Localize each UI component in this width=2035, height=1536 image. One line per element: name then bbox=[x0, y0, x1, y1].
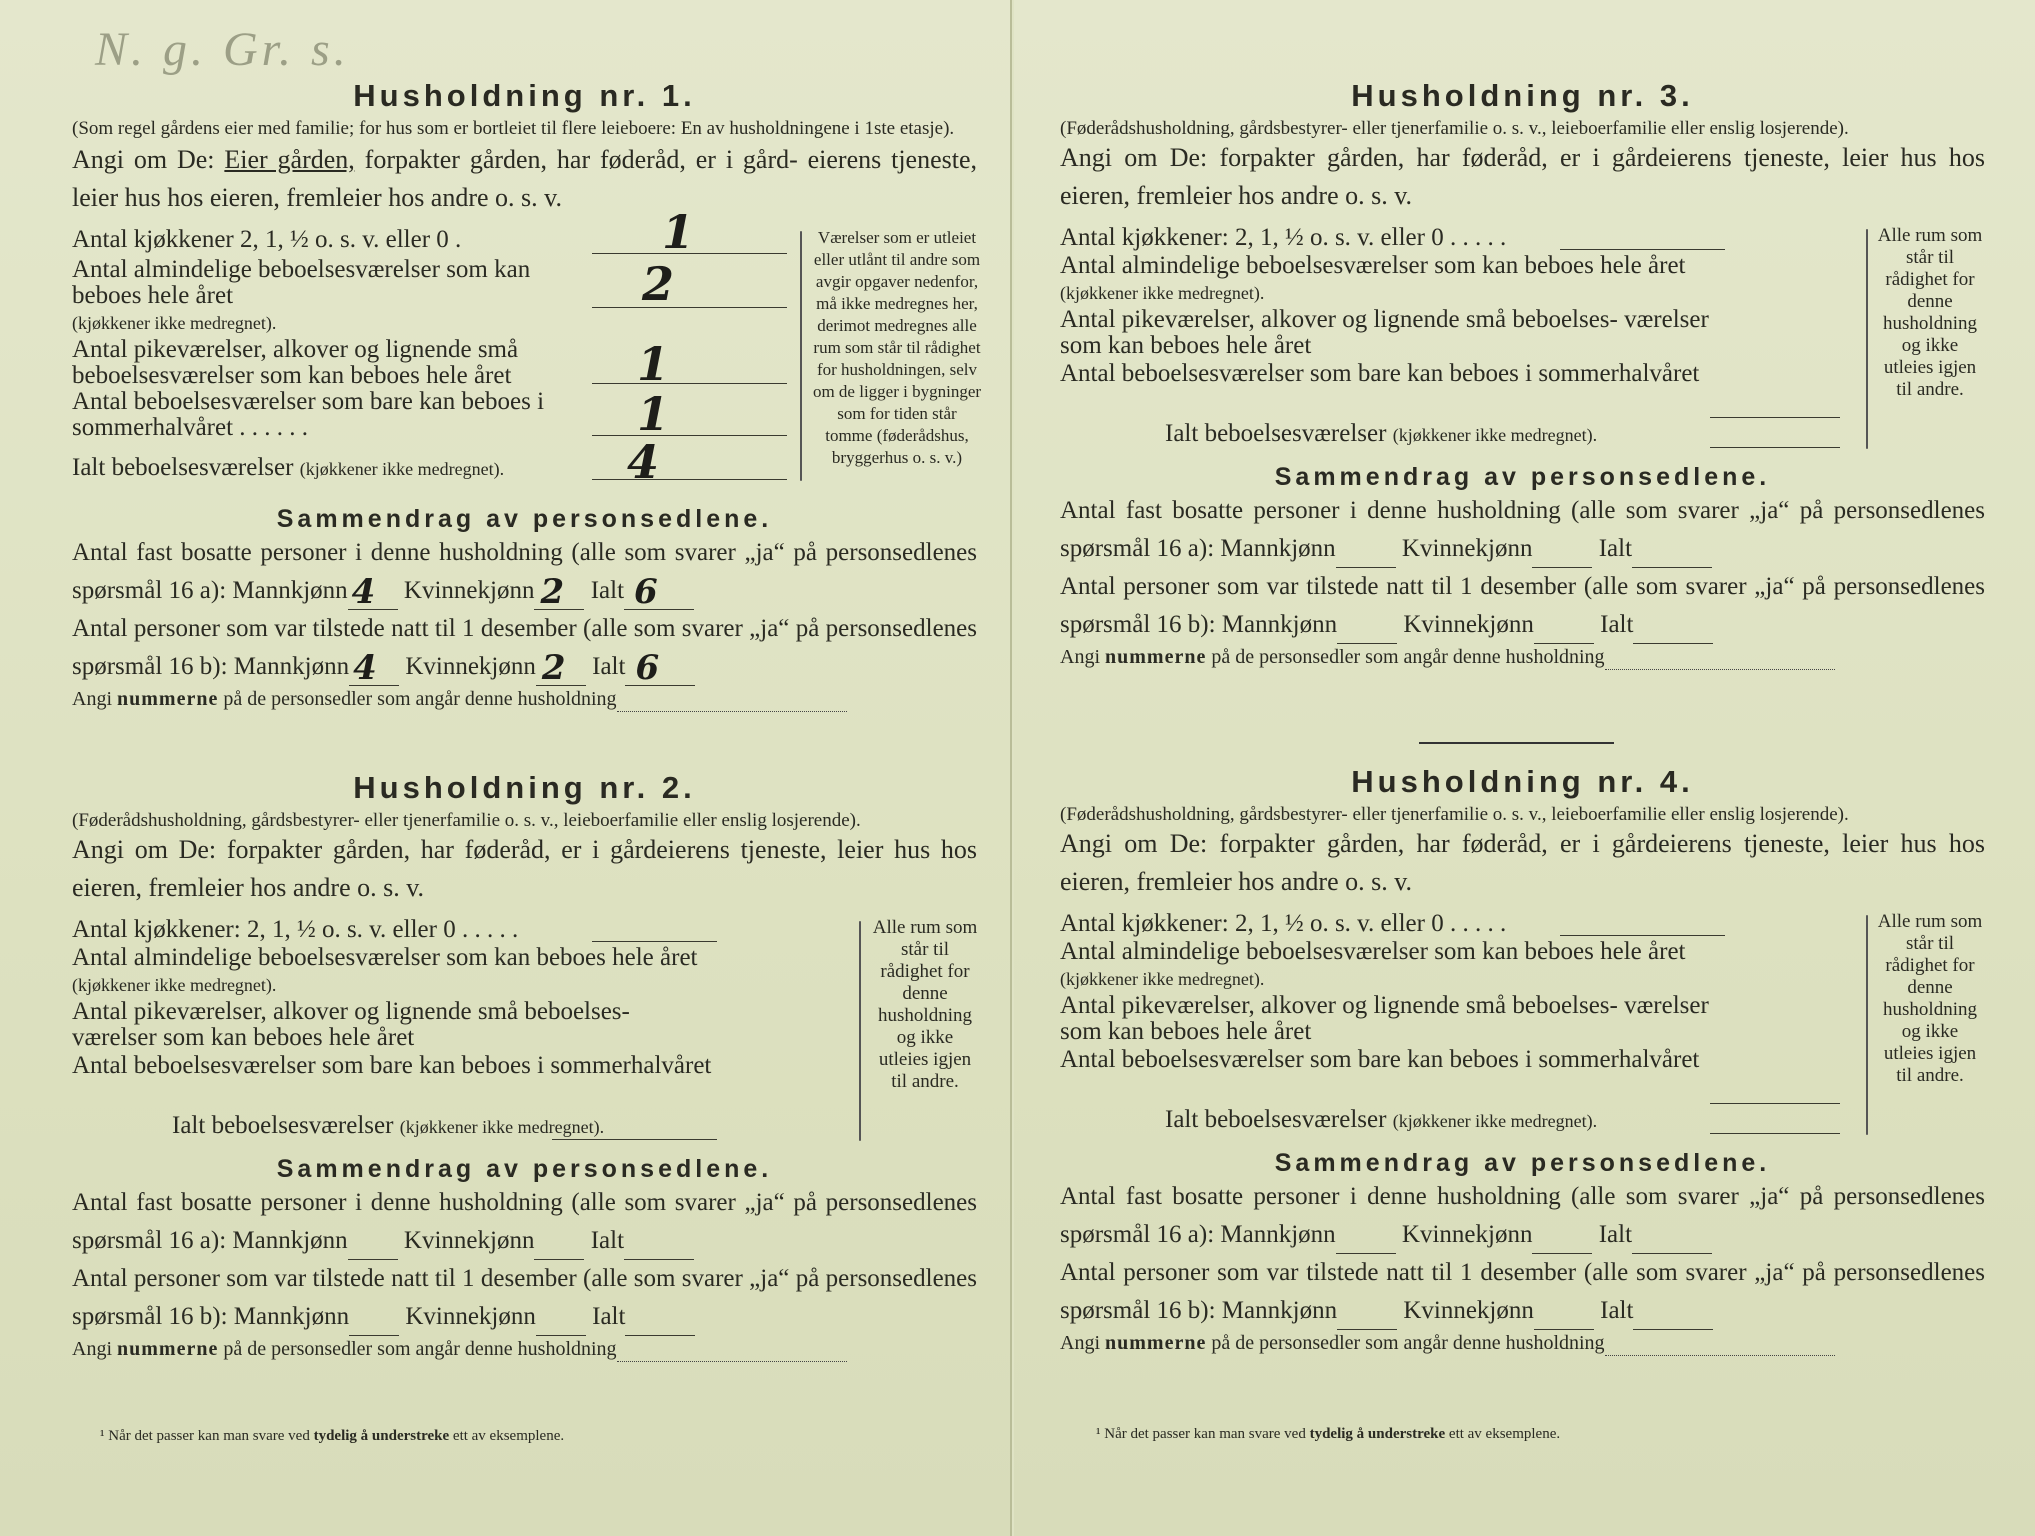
answer-alm: 2 bbox=[642, 257, 675, 311]
summary-a-h2: Antal fast bosatte personer i denne husholdning (alle som svarer „ja“ på personsedlenes spørsmål 16 a): Mannkjønn Kvinnekjønn Ialt bbox=[72, 1184, 977, 1260]
row-pike: Antal pikeværelser, alkover og lignende små beboelsesværelser som kan beboes hele året bbox=[72, 336, 519, 389]
side-note-h1: Værelser som er utleiet eller utlånt til andre som avgir opgaver nedenfor, må ikke medregnes her, derimot medregnes alle rum som står til rådighet for husholdningen, selv om de ligger i bygninger som for tiden står tomme (føderådshus, bryggerhus o. s. v.) bbox=[812, 228, 982, 467]
left-page bbox=[0, 0, 1012, 1536]
answer-pike: 1 bbox=[637, 337, 670, 391]
row-sommer: Antal beboelsesværelser som bare kan beboes i sommerhalvåret bbox=[72, 1052, 712, 1079]
household-2-note: (Føderådshusholdning, gårdsbestyrer- eller tjenerfamilie o. s. v., leieboerfamilie eller enslig losjerende). bbox=[72, 810, 861, 831]
section-divider bbox=[1419, 742, 1614, 744]
answer-ialt: 4 bbox=[627, 435, 660, 489]
kitchens-line bbox=[592, 941, 717, 942]
summary-a-h3: Antal fast bosatte personer i denne husholdning (alle som svarer „ja“ på personsedlenes spørsmål 16 a): Mannkjønn Kvinnekjønn Ialt bbox=[1060, 492, 1985, 568]
household-3-rooms bbox=[1060, 225, 1985, 455]
household-1-rooms bbox=[72, 205, 982, 497]
brace bbox=[1866, 915, 1868, 1135]
row-alm: Antal almindelige beboelsesværelser som kan beboes hele året (kjøkkener ikke medregnet). bbox=[1060, 252, 1686, 303]
summary-title-h1: Sammendrag av personsedlene. bbox=[276, 505, 773, 533]
household-4-note: (Føderådshusholdning, gårdsbestyrer- eller tjenerfamilie o. s. v., leieboerfamilie eller enslig losjerende). bbox=[1060, 804, 1849, 825]
sommer-line bbox=[592, 435, 787, 436]
ialt-line bbox=[592, 479, 787, 480]
ialt-line bbox=[1710, 1133, 1840, 1134]
summary-a-h1: Antal fast bosatte personer i denne husholdning (alle som svarer „ja“ på personsedlenes spørsmål 16 a): Mannkjønn 4 Kvinnekjønn 2 Ialt 6 bbox=[72, 539, 977, 612]
row-alm: Antal almindelige beboelsesværelser som kan beboes hele året (kjøkkener ikke medregnet). bbox=[1060, 938, 1686, 989]
row-pike: Antal pikeværelser, alkover og lignende små beboelses- værelser som kan beboes hele året bbox=[1060, 306, 1709, 359]
household-3 bbox=[1060, 78, 1985, 670]
row-kitchens: Antal kjøkkener: 2, 1, ½ o. s. v. eller 0 . . . . . bbox=[1060, 910, 1507, 937]
household-2-rooms bbox=[72, 917, 977, 1147]
summary-title-h3: Sammendrag av personsedlene. bbox=[1274, 463, 1771, 491]
footnote-left: ¹ Når det passer kan man svare ved tydelig å understreke ett av eksemplene. bbox=[100, 1428, 565, 1444]
row-pike: Antal pikeværelser, alkover og lignende små beboelses- værelser som kan beboes hele året bbox=[1060, 992, 1709, 1045]
row-ialt: Ialt beboelsesværelser (kjøkkener ikke medregnet). bbox=[172, 1112, 605, 1139]
handwritten-scribble: N. g. Gr. s. bbox=[95, 23, 350, 76]
kitchens-line bbox=[1560, 249, 1725, 250]
brace bbox=[859, 921, 861, 1141]
h1-b-mann: 4 bbox=[353, 648, 377, 688]
kitchens-line bbox=[1560, 935, 1725, 936]
pike-line bbox=[592, 383, 787, 384]
row-kitchens: Antal kjøkkener: 2, 1, ½ o. s. v. eller 0 . . . . . bbox=[72, 916, 519, 943]
right-page bbox=[1014, 0, 2035, 1536]
h1-a-ialt: 6 bbox=[634, 572, 658, 612]
household-4-angi: Angi om De: forpakter gården, har føderåd, er i gårdeierens tjeneste, leier hus hos eieren, fremleier hos andre o. s. v. bbox=[1060, 829, 1985, 896]
row-ialt: Ialt beboelsesværelser (kjøkkener ikke medregnet). bbox=[72, 454, 505, 481]
household-4 bbox=[1060, 764, 1985, 1356]
household-1-title: Husholdning nr. 1. bbox=[353, 78, 696, 113]
h1-b-ialt: 6 bbox=[635, 648, 660, 688]
footnote-right: ¹ Når det passer kan man svare ved tydelig å understreke ett av eksemplene. bbox=[1096, 1426, 1561, 1442]
household-2-title: Husholdning nr. 2. bbox=[353, 770, 696, 805]
alm-line bbox=[592, 307, 787, 308]
row-sommer: Antal beboelsesværelser som bare kan beboes i sommerhalvåret bbox=[1060, 1046, 1700, 1073]
h1-a-kvinne: 2 bbox=[540, 572, 565, 612]
row-kitchens: Antal kjøkkener: 2, 1, ½ o. s. v. eller 0 . . . . . bbox=[1060, 224, 1507, 251]
row-kitchens: Antal kjøkkener 2, 1, ½ o. s. v. eller 0 . bbox=[72, 226, 462, 253]
angi-nummerne-h4: Angi nummerne på de personsedler som angår denne husholdning bbox=[1060, 1330, 1985, 1356]
household-3-note: (Føderådshusholdning, gårdsbestyrer- eller tjenerfamilie o. s. v., leieboerfamilie eller enslig losjerende). bbox=[1060, 118, 1849, 139]
eier-option: Eier gården, bbox=[224, 145, 355, 174]
household-2 bbox=[72, 770, 977, 1362]
row-ialt: Ialt beboelsesværelser (kjøkkener ikke medregnet). bbox=[1165, 420, 1598, 447]
summary-b-h4: Antal personer som var tilstede natt til 1 desember (alle som svarer „ja“ på personsedlenes spørsmål 16 b): Mannkjønn Kvinnekjønn Ialt bbox=[1060, 1254, 1985, 1330]
row-sommer: Antal beboelsesværelser som bare kan beboes i sommerhalvåret . . . . . . bbox=[72, 388, 545, 441]
angi-nummerne-h3: Angi nummerne på de personsedler som angår denne husholdning bbox=[1060, 644, 1985, 670]
side-note-h2: Alle rum som står til rådighet for denne husholdning og ikke utleies igjen til andre. bbox=[872, 917, 978, 1092]
h1-a-mann: 4 bbox=[351, 572, 376, 612]
row-pike: Antal pikeværelser, alkover og lignende små beboelses- værelser som kan beboes hele året bbox=[72, 998, 630, 1051]
row-ialt: Ialt beboelsesværelser (kjøkkener ikke medregnet). bbox=[1165, 1106, 1598, 1133]
angi-nummerne-h1: Angi nummerne på de personsedler som angår denne husholdning bbox=[72, 686, 977, 712]
summary-title-h4: Sammendrag av personsedlene. bbox=[1274, 1149, 1771, 1177]
household-2-angi: Angi om De: forpakter gården, har føderåd, er i gårdeierens tjeneste, leier hus hos eieren, fremleier hos andre o. s. v. bbox=[72, 835, 978, 902]
row-alm: Antal almindelige beboelsesværelser som kan beboes hele året (kjøkkener ikke medregnet). bbox=[72, 944, 698, 995]
household-1-note: (Som regel gårdens eier med familie; for hus som er bortleiet til flere leieboere: En av husholdningene i 1ste etasje). bbox=[72, 118, 955, 139]
row-alm: Antal almindelige beboelsesværelser som kan beboes hele året (kjøkkener ikke medregnet). bbox=[72, 256, 531, 333]
angi-nummerne-h2: Angi nummerne på de personsedler som angår denne husholdning bbox=[72, 1336, 977, 1362]
row-sommer: Antal beboelsesværelser som bare kan beboes i sommerhalvåret bbox=[1060, 360, 1700, 387]
side-note-h4: Alle rum som står til rådighet for denne husholdning og ikke utleies igjen til andre. bbox=[1877, 911, 1983, 1086]
side-note-h3: Alle rum som står til rådighet for denne husholdning og ikke utleies igjen til andre. bbox=[1877, 225, 1983, 400]
brace bbox=[1866, 229, 1868, 449]
answer-kitchens: 1 bbox=[662, 205, 695, 259]
summary-title-h2: Sammendrag av personsedlene. bbox=[276, 1155, 773, 1183]
household-1-angi: Angi om De: Eier gården, forpakter gården, har føderåd, er i gård- eierens tjeneste, leier hus hos eieren, fremleier hos andre o. s. v. bbox=[72, 145, 978, 212]
answer-sommer: 1 bbox=[637, 387, 670, 441]
household-4-rooms bbox=[1060, 911, 1985, 1141]
household-3-title: Husholdning nr. 3. bbox=[1351, 78, 1694, 113]
household-4-title: Husholdning nr. 4. bbox=[1351, 764, 1694, 799]
brace bbox=[800, 231, 802, 481]
household-1 bbox=[72, 78, 982, 712]
h1-b-kvinne: 2 bbox=[541, 648, 566, 688]
summary-b-h3: Antal personer som var tilstede natt til 1 desember (alle som svarer „ja“ på personsedlenes spørsmål 16 b): Mannkjønn Kvinnekjønn Ialt bbox=[1060, 568, 1985, 644]
summary-b-h1: Antal personer som var tilstede natt til 1 desember (alle som svarer „ja“ på personsedlenes spørsmål 16 b): Mannkjønn 4 Kvinnekjønn 2 Ialt 6 bbox=[72, 615, 977, 688]
summary-b-h2: Antal personer som var tilstede natt til 1 desember (alle som svarer „ja“ på personsedlenes spørsmål 16 b): Mannkjønn Kvinnekjønn Ialt bbox=[72, 1260, 977, 1336]
ialt-line bbox=[552, 1139, 717, 1140]
ialt-line bbox=[1710, 447, 1840, 448]
summary-a-h4: Antal fast bosatte personer i denne husholdning (alle som svarer „ja“ på personsedlenes spørsmål 16 a): Mannkjønn Kvinnekjønn Ialt bbox=[1060, 1178, 1985, 1254]
household-3-angi: Angi om De: forpakter gården, har føderåd, er i gårdeierens tjeneste, leier hus hos eieren, fremleier hos andre o. s. v. bbox=[1060, 143, 1985, 210]
